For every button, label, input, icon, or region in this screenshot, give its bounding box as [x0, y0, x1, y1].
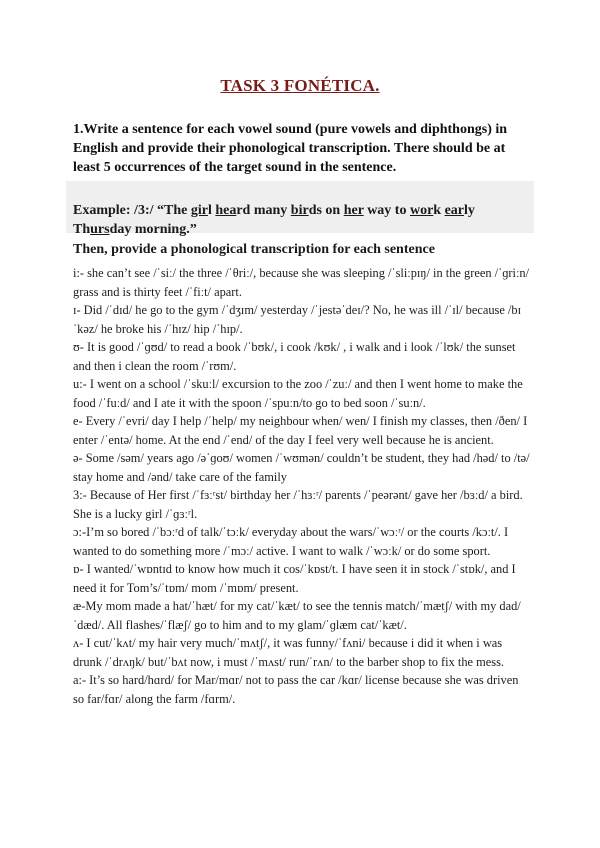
example-underlined-word: gir — [190, 203, 208, 218]
example-underlined-word: bir — [290, 203, 309, 218]
vowel-entry: ɪ- Did /ˈdɪd/ he go to the gym /ˈdʒɪm/ yesterday /ˈjestəˈdeɪ/? No, he was ill /ˈɪl/ because /bɪˈkəz/ he broke his /ˈhɪz/ hip /ˈhɪp/. — [73, 303, 522, 336]
vowel-entry: ə- Some /səm/ years ago /əˈɡoʊ/ women /ˈwʊmən/ couldn’t be student, they had /həd/ to /tə/ stay home and /ənd/ take care of the family — [73, 451, 530, 484]
example-text: way to — [363, 203, 410, 218]
vowel-entry: u:- I went on a school /ˈskuːl/ excursion to the zoo /ˈzuː/ and then I went home to make the food /ˈfuːd/ and I ate it with the spoon /ˈspuːn/to go to bed soon /ˈsuːn/. — [73, 377, 523, 410]
example-text: rd many — [236, 203, 291, 218]
example-underlined-word: hea — [215, 203, 237, 218]
vowel-entry: ʊ- It is good /ˈɡʊd/ to read a book /ˈbʊk/, i cook /kʊk/ , i walk and i look /ˈlʊk/ the sunset and then i clean the room /ˈrʊm/. — [73, 340, 516, 373]
example-underlined-word: wor — [409, 203, 434, 218]
example-lead: Example: /3:/ “The — [73, 203, 191, 218]
example-underlined-word: her — [343, 203, 364, 218]
vowel-entry: ɒ- I wanted/ˈwɒntɪd to know how much it cos/ˈkɒst/t. I have seen it in stock /ˈstɒk/, and I need it for Tom’s/ˈtɒm/ mom /ˈmɒm/ present. — [73, 562, 516, 595]
vowel-entry: æ-My mom made a hat/ˈhæt/ for my cat/ˈkæt/ to see the tennis match/ˈmætʃ/ with my dad/ˈdæd/. All flashes/ˈflæʃ/ go to him and to my glam/ˈɡlæm cat/ˈkæt/. — [73, 599, 521, 632]
vowel-entry: ʌ- I cut/ˈkʌt/ my hair very much/ˈmʌtʃ/, it was funny/ˈfʌni/ because i did it when i was drunk /ˈdrʌŋk/ but/ˈbʌt now, i must /ˈmʌst/ run/ˈrʌn/ to the barber shop to fix the mess. — [73, 636, 505, 669]
title-text: TASK 3 FONÉTICA. — [220, 76, 380, 95]
example-underlined-word: ear — [444, 203, 465, 218]
page-title — [0, 76, 600, 96]
task-instructions: 1.Write a sentence for each vowel sound (pure vowels and diphthongs) in English and provide their phonological transcription. There should be at least 5 occurrences of the target sound in the sentence. — [73, 122, 508, 175]
vowel-entry: ɔ:-I’m so bored /ˈbɔːʳd of talk/ˈtɔːk/ everyday about the wars/ˈwɔːʳ/ or the courts /kɔːt/. I wanted to do something more /ˈmɔː/ active. I want to walk /ˈwɔːk/ or do some sport. — [73, 525, 509, 558]
example-underlined-word: urs — [90, 222, 110, 237]
vowel-entry: a:- It’s so hard/hɑrd/ for Mar/mɑr/ not to pass the car /kɑr/ license because she was driven so far/fɑr/ along the farm /fɑrm/. — [73, 673, 519, 706]
vowel-entry: e- Every /ˈevri/ day I help /ˈhelp/ my neighbour when/ wen/ I finish my classes, then /ðen/ I enter /ˈentə/ home. At the end /ˈend/ of the day I feel very well because he is ancient. — [73, 414, 528, 447]
vowel-entries — [73, 264, 531, 708]
example-text: day morning.” — [109, 222, 197, 237]
example-text: l — [207, 203, 216, 218]
vowel-entry: 3:- Because of Her first /ˈfɜːʳst/ birthday her /ˈhɜːʳ/ parents /ˈpeərənt/ gave her /bɜːd/ a bird. She is a lucky girl /ˈɡɜːʳl. — [73, 488, 523, 521]
example-text: ds on — [308, 203, 344, 218]
vowel-entry: i:- she can’t see /ˈsiː/ the three /ˈθriː/, because she was sleeping /ˈsliːpɪŋ/ in the green /ˈɡriːn/ grass and is thirty feet /ˈfiːt/ apart. — [73, 266, 530, 299]
example-sentence — [73, 201, 518, 239]
transcription-instruction: Then, provide a phonological transcription for each sentence — [73, 242, 435, 257]
example-text: ly Th — [73, 203, 475, 237]
example-text: k — [433, 203, 445, 218]
